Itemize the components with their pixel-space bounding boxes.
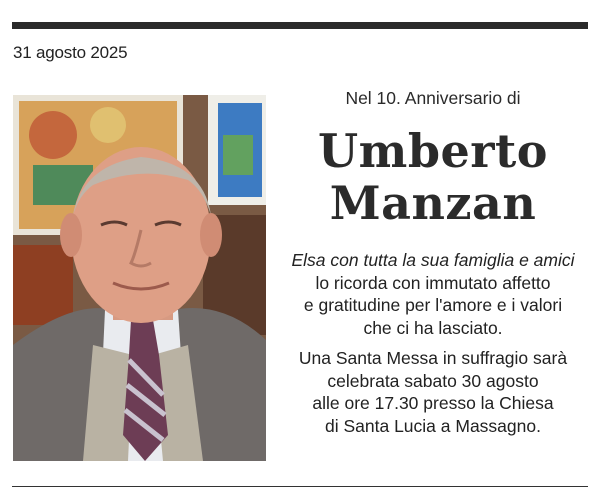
message-line-2: lo ricorda con immutato affetto [315, 272, 551, 293]
first-name: Umberto [318, 124, 548, 178]
obituary-text-block [278, 84, 588, 437]
remembrance-message [278, 249, 588, 339]
message-line-1: Elsa con tutta la sua famiglia e amici [291, 250, 575, 270]
anniversary-heading: Nel 10. Anniversario di [345, 88, 521, 108]
top-rule [12, 22, 588, 29]
mass-line-4: di Santa Lucia a Massagno. [325, 415, 541, 436]
message-line-3: e gratitudine per l'amore e i valori [303, 295, 563, 315]
mass-announcement [278, 347, 588, 437]
portrait-photo [13, 95, 266, 461]
last-name: Manzan [329, 176, 537, 230]
message-line-4: che ci ha lasciato. [363, 317, 503, 338]
mass-line-3: alle ore 17.30 presso la Chiesa [312, 393, 554, 413]
publication-date: 31 agosto 2025 [13, 43, 128, 62]
bottom-rule [12, 486, 588, 487]
mass-line-2: celebrata sabato 30 agosto [327, 370, 539, 391]
mass-line-1: Una Santa Messa in suffragio sarà [298, 348, 568, 368]
